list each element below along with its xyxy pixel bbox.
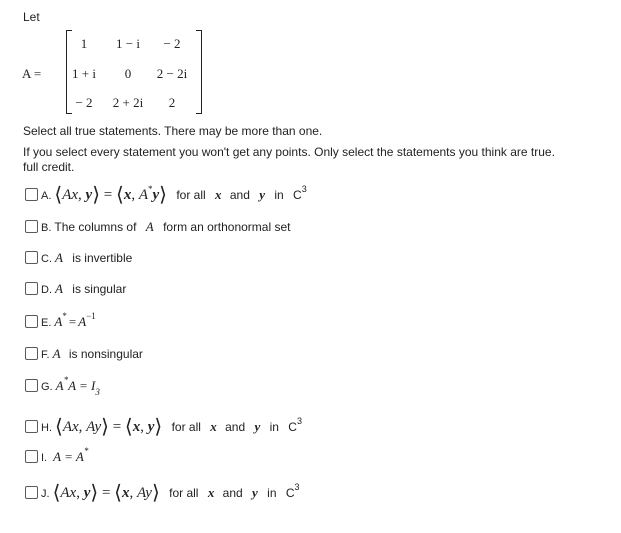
- option-b[interactable]: B. The columns of A form an orthonormal set: [25, 219, 290, 235]
- option-c-checkbox[interactable]: [25, 251, 38, 264]
- option-j[interactable]: J. ⟨Ax, y⟩ = ⟨x, Ay⟩ for all x and y in $C^3$: [25, 481, 300, 502]
- option-j-checkbox[interactable]: [25, 486, 38, 499]
- option-a[interactable]: A. ⟨Ax, y⟩ = ⟨x, A*y⟩ for all x and y in $C^3$: [25, 183, 307, 204]
- matrix-cell: 1 − i: [116, 36, 140, 51]
- option-h[interactable]: H. ⟨Ax, Ay⟩ = ⟨x, y⟩ for all x and y in $C^3$: [25, 415, 302, 436]
- option-h-checkbox[interactable]: [25, 420, 38, 433]
- option-h-expression: ⟨Ax, Ay⟩ = ⟨x, y⟩: [55, 416, 163, 438]
- option-i-expression: A = A*: [53, 446, 89, 464]
- option-e-expression: $A^* = A^{-1}$: [54, 311, 96, 329]
- matrix-cell: − 2: [75, 95, 93, 110]
- option-i-checkbox[interactable]: [25, 450, 38, 463]
- option-d[interactable]: D. A is singular: [25, 281, 126, 297]
- option-g-expression: $A^*A = I_3$: [55, 375, 100, 397]
- intro-text: Let: [23, 10, 40, 24]
- warning-text-line1: If you select every statement you won't get any points. Only select the statements you think are true.: [23, 145, 555, 159]
- warning-text-line2: full credit.: [23, 160, 75, 174]
- matrix-right-bracket: [196, 30, 202, 114]
- option-a-expression: ⟨Ax, y⟩ = ⟨x, A*y⟩: [54, 184, 167, 206]
- matrix-cell: 2 + 2i: [112, 95, 144, 110]
- matrix-cell: 2 − 2i: [156, 66, 188, 81]
- matrix-cell: − 2: [163, 36, 181, 51]
- matrix-lhs: A =: [22, 66, 42, 81]
- option-d-checkbox[interactable]: [25, 282, 38, 295]
- option-b-checkbox[interactable]: [25, 220, 38, 233]
- matrix-cell: 1 + i: [72, 66, 96, 81]
- instruction-text: Select all true statements. There may be more than one.: [23, 124, 323, 138]
- option-c[interactable]: C. A is invertible: [25, 250, 132, 266]
- option-a-checkbox[interactable]: [25, 188, 38, 201]
- option-g-checkbox[interactable]: [25, 379, 38, 392]
- option-e-checkbox[interactable]: [25, 315, 38, 328]
- option-f[interactable]: F. A is nonsingular: [25, 346, 143, 362]
- option-e[interactable]: E. $A^* = A^{-1}$: [25, 314, 96, 330]
- option-f-checkbox[interactable]: [25, 347, 38, 360]
- option-i[interactable]: I. A = A*: [25, 449, 88, 465]
- matrix-cell: 2: [168, 95, 176, 110]
- option-g[interactable]: G. $A^*A = I_3$: [25, 378, 100, 394]
- matrix-cell: 1: [80, 36, 88, 51]
- option-j-expression: ⟨Ax, y⟩ = ⟨x, Ay⟩: [52, 482, 160, 504]
- matrix-cell: 0: [124, 66, 132, 81]
